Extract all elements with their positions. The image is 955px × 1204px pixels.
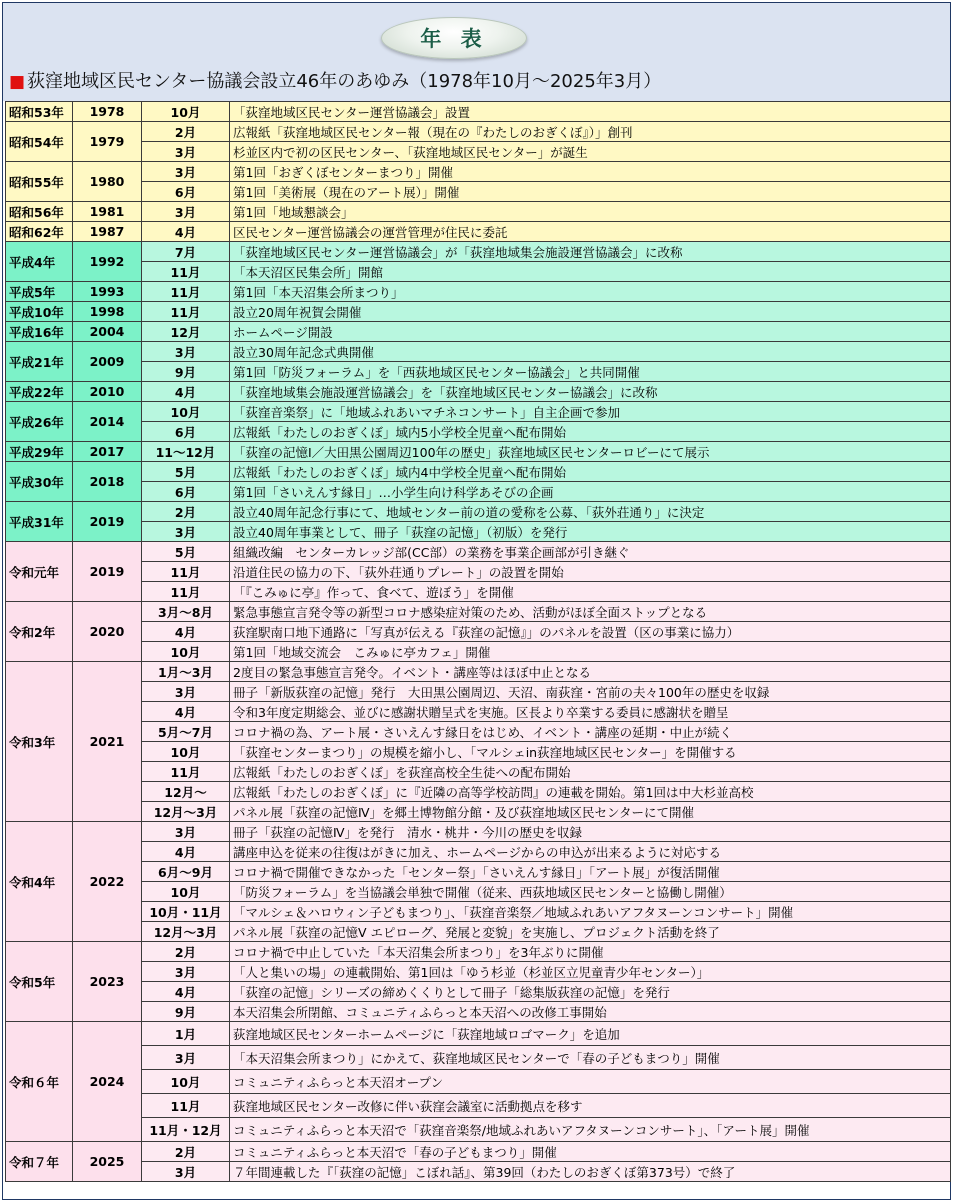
timeline-row xyxy=(6,682,951,702)
timeline-row xyxy=(6,882,951,902)
month-cell: 6月 xyxy=(142,482,230,502)
month-cell: 1月 xyxy=(142,1022,230,1046)
month-cell: 3月～8月 xyxy=(142,602,230,622)
year-cell: 2019 xyxy=(73,542,142,602)
timeline-row xyxy=(6,902,951,922)
timeline-row xyxy=(6,1162,951,1182)
timeline-row xyxy=(6,522,951,542)
month-cell: 3月 xyxy=(142,822,230,842)
event-cell: 「荻窪音楽祭」に「地域ふれあいマチネコンサート」自主企画で参加 xyxy=(230,402,951,422)
timeline-row xyxy=(6,842,951,862)
era-cell: 平成22年 xyxy=(6,382,73,402)
month-cell: 3月 xyxy=(142,682,230,702)
timeline-row xyxy=(6,802,951,822)
event-cell: 設立30周年記念式典開催 xyxy=(230,342,951,362)
month-cell: 3月 xyxy=(142,342,230,362)
event-cell: パネル展「荻窪の記憶Ⅴ エピローグ、発展と変貌」を実施し、プロジェクト活動を終了 xyxy=(230,922,951,942)
month-cell: 4月 xyxy=(142,382,230,402)
timeline-row xyxy=(6,942,951,962)
event-cell: 「防災フォーラム」を当協議会単独で開催（従来、西荻地域区民センターと協働し開催） xyxy=(230,882,951,902)
era-cell: 昭和53年 xyxy=(6,102,73,122)
timeline-row xyxy=(6,742,951,762)
month-cell: 10月 xyxy=(142,742,230,762)
month-cell: 11月 xyxy=(142,762,230,782)
event-cell: 第1回「本天沼集会所まつり」 xyxy=(230,282,951,302)
month-cell: 11月・12月 xyxy=(142,1118,230,1142)
month-cell: 11月 xyxy=(142,262,230,282)
timeline-row xyxy=(6,442,951,462)
era-cell: 平成5年 xyxy=(6,282,73,302)
event-cell: 第1回「防災フォーラム」を「西荻地域区民センター協議会」と共同開催 xyxy=(230,362,951,382)
era-cell: 平成30年 xyxy=(6,462,73,502)
era-cell: 昭和56年 xyxy=(6,202,73,222)
event-cell: 冊子「荻窪の記憶Ⅳ」を発行 清水・桃井・今川の歴史を収録 xyxy=(230,822,951,842)
timeline-row xyxy=(6,582,951,602)
year-cell: 1998 xyxy=(73,302,142,322)
year-cell: 2014 xyxy=(73,402,142,442)
timeline-row xyxy=(6,762,951,782)
event-cell: 第1回「地域交流会 こみゅに亭カフェ」開催 xyxy=(230,642,951,662)
event-cell: 杉並区内で初の区民センター、「荻窪地域区民センター」が誕生 xyxy=(230,142,951,162)
timeline-row xyxy=(6,702,951,722)
event-cell: 第1回「地域懇談会」 xyxy=(230,202,951,222)
year-cell: 1979 xyxy=(73,122,142,162)
era-cell: 平成16年 xyxy=(6,322,73,342)
month-cell: 3月 xyxy=(142,142,230,162)
month-cell: 10月・11月 xyxy=(142,902,230,922)
timeline-row xyxy=(6,462,951,482)
month-cell: 11月 xyxy=(142,562,230,582)
era-cell: 令和６年 xyxy=(6,1022,73,1142)
month-cell: 10月 xyxy=(142,1070,230,1094)
era-cell: 令和5年 xyxy=(6,942,73,1022)
timeline-row xyxy=(6,782,951,802)
era-cell: 昭和54年 xyxy=(6,122,73,162)
event-cell: 第1回「美術展（現在のアート展）」開催 xyxy=(230,182,951,202)
month-cell: 11月 xyxy=(142,582,230,602)
month-cell: 2月 xyxy=(142,1142,230,1162)
month-cell: 10月 xyxy=(142,642,230,662)
month-cell: 9月 xyxy=(142,1002,230,1022)
event-cell: 「荻窪の記憶Ⅰ／大田黒公園周辺100年の歴史」荻窪地域区民センターロビーにて展示 xyxy=(230,442,951,462)
timeline-row xyxy=(6,1002,951,1022)
timeline-row xyxy=(6,662,951,682)
year-cell: 2018 xyxy=(73,462,142,502)
timeline-row xyxy=(6,422,951,442)
month-cell: 7月 xyxy=(142,242,230,262)
event-cell: コロナ禍で中止していた「本天沼集会所まつり」を3年ぶりに開催 xyxy=(230,942,951,962)
month-cell: 6月 xyxy=(142,422,230,442)
month-cell: 5月～7月 xyxy=(142,722,230,742)
timeline-row xyxy=(6,122,951,142)
event-cell: 2度目の緊急事態宣言発令。イベント・講座等はほぼ中止となる xyxy=(230,662,951,682)
month-cell: 12月 xyxy=(142,322,230,342)
timeline-row xyxy=(6,962,951,982)
timeline-row xyxy=(6,562,951,582)
timeline-row xyxy=(6,222,951,242)
year-cell: 2023 xyxy=(73,942,142,1022)
year-cell: 2010 xyxy=(73,382,142,402)
year-cell: 2017 xyxy=(73,442,142,462)
era-cell: 平成21年 xyxy=(6,342,73,382)
year-cell: 2019 xyxy=(73,502,142,542)
month-cell: 5月 xyxy=(142,542,230,562)
month-cell: 10月 xyxy=(142,882,230,902)
timeline-row xyxy=(6,1142,951,1162)
month-cell: 4月 xyxy=(142,842,230,862)
event-cell: コミュニティふらっと本天沼で「荻窪音楽祭/地域ふれあいアフタヌーンコンサート」、「アート展」開催 xyxy=(230,1118,951,1142)
month-cell: 4月 xyxy=(142,982,230,1002)
timeline-row xyxy=(6,382,951,402)
red-square-icon: ■ xyxy=(9,72,26,92)
timeline-row xyxy=(6,862,951,882)
event-cell: 荻窪地域区民センターホームページに「荻窪地域ロゴマーク」を追加 xyxy=(230,1022,951,1046)
event-cell: 「本天沼区民集会所」開館 xyxy=(230,262,951,282)
month-cell: 3月 xyxy=(142,162,230,182)
page-title: 年 表 xyxy=(381,17,527,59)
era-cell: 平成29年 xyxy=(6,442,73,462)
month-cell: 3月 xyxy=(142,202,230,222)
timeline-row xyxy=(6,402,951,422)
era-cell: 令和3年 xyxy=(6,662,73,822)
timeline-row xyxy=(6,182,951,202)
timeline-row xyxy=(6,362,951,382)
month-cell: 12月～ xyxy=(142,782,230,802)
timeline-row xyxy=(6,262,951,282)
era-cell: 平成26年 xyxy=(6,402,73,442)
timeline-table xyxy=(5,101,951,1182)
month-cell: 10月 xyxy=(142,102,230,122)
timeline-row xyxy=(6,1118,951,1142)
month-cell: 11月 xyxy=(142,1094,230,1118)
era-cell: 平成31年 xyxy=(6,502,73,542)
month-cell: 2月 xyxy=(142,942,230,962)
year-cell: 2024 xyxy=(73,1022,142,1142)
era-cell: 昭和55年 xyxy=(6,162,73,202)
year-cell: 2009 xyxy=(73,342,142,382)
timeline-row xyxy=(6,602,951,622)
month-cell: 3月 xyxy=(142,522,230,542)
era-cell: 昭和62年 xyxy=(6,222,73,242)
month-cell: 4月 xyxy=(142,622,230,642)
event-cell: 「荻窪地域集会施設運営協議会」を「荻窪地域区民センター協議会」に改称 xyxy=(230,382,951,402)
event-cell: ホームページ開設 xyxy=(230,322,951,342)
month-cell: 11月 xyxy=(142,282,230,302)
month-cell: 10月 xyxy=(142,402,230,422)
event-cell: 「荻窪地域区民センター運営協議会」設置 xyxy=(230,102,951,122)
timeline-row xyxy=(6,202,951,222)
month-cell: 3月 xyxy=(142,962,230,982)
month-cell: 2月 xyxy=(142,502,230,522)
event-cell: 本天沼集会所閉館、コミュニティふらっと本天沼への改修工事開始 xyxy=(230,1002,951,1022)
event-cell: 設立40周年事業として、冊子「荻窪の記憶」（初版）を発行 xyxy=(230,522,951,542)
event-cell: ７年間連載した『「荻窪の記憶」こぼれ話』、第39回（わたしのおぎくぼ第373号）で終了 xyxy=(230,1162,951,1182)
year-cell: 1987 xyxy=(73,222,142,242)
event-cell: 「荻窪センターまつり」の規模を縮小し、「マルシェin荻窪地域区民センター」を開催する xyxy=(230,742,951,762)
era-cell: 令和4年 xyxy=(6,822,73,942)
event-cell: 「荻窪の記憶」シリーズの締めくくりとして冊子「総集版荻窪の記憶」を発行 xyxy=(230,982,951,1002)
month-cell: 4月 xyxy=(142,702,230,722)
timeline-row xyxy=(6,822,951,842)
event-cell: 広報紙「わたしのおぎくぼ」域内4中学校全児童へ配布開始 xyxy=(230,462,951,482)
event-cell: 令和3年度定期総会、並びに感謝状贈呈式を実施。区長より卒業する委員に感謝状を贈呈 xyxy=(230,702,951,722)
timeline-row xyxy=(6,322,951,342)
timeline-row xyxy=(6,342,951,362)
event-cell: 緊急事態宣言発令等の新型コロナ感染症対策のため、活動がほぼ全面ストップとなる xyxy=(230,602,951,622)
event-cell: コミュニティふらっと本天沼オープン xyxy=(230,1070,951,1094)
page-subtitle xyxy=(9,69,661,95)
timeline-row xyxy=(6,982,951,1002)
timeline-document xyxy=(2,2,951,1200)
month-cell: 3月 xyxy=(142,1046,230,1070)
month-cell: 1月～3月 xyxy=(142,662,230,682)
event-cell: パネル展「荻窪の記憶Ⅳ」を郷土博物館分館・及び荻窪地域区民センターにて開催 xyxy=(230,802,951,822)
event-cell: 組織改編 センターカレッジ部(CC部）の業務を事業企画部が引き継ぐ xyxy=(230,542,951,562)
event-cell: コロナ禍の為、アート展・さいえんす縁日をはじめ、イベント・講座の延期・中止が続く xyxy=(230,722,951,742)
timeline-row xyxy=(6,622,951,642)
year-cell: 1978 xyxy=(73,102,142,122)
event-cell: 区民センター運営協議会の運営管理が住民に委託 xyxy=(230,222,951,242)
year-cell: 2025 xyxy=(73,1142,142,1182)
timeline-row xyxy=(6,162,951,182)
event-cell: 講座申込を従来の往復はがきに加え、ホームページからの申込が出来るように対応する xyxy=(230,842,951,862)
year-cell: 1980 xyxy=(73,162,142,202)
subtitle-text: 荻窪地域区民センター協議会設立46年のあゆみ（1978年10月～2025年3月） xyxy=(27,71,662,92)
era-cell: 平成10年 xyxy=(6,302,73,322)
month-cell: 12月～3月 xyxy=(142,922,230,942)
year-cell: 1992 xyxy=(73,242,142,282)
event-cell: 第1回「おぎくぼセンターまつり」開催 xyxy=(230,162,951,182)
event-cell: 「『こみゅに亭』作って、食べて、遊ぼう」を開催 xyxy=(230,582,951,602)
timeline-row xyxy=(6,1046,951,1070)
year-cell: 1993 xyxy=(73,282,142,302)
timeline-row xyxy=(6,1022,951,1046)
month-cell: 2月 xyxy=(142,122,230,142)
event-cell: コロナ禍で開催できなかった「センター祭」「さいえんす縁日」「アート展」が復活開催 xyxy=(230,862,951,882)
event-cell: 荻窪駅南口地下通路に「写真が伝える『荻窪の記憶』」のパネルを設置（区の事業に協力） xyxy=(230,622,951,642)
timeline-row xyxy=(6,502,951,522)
event-cell: 「荻窪地域区民センター運営協議会」が「荻窪地域集会施設運営協議会」に改称 xyxy=(230,242,951,262)
month-cell: 11月 xyxy=(142,302,230,322)
year-cell: 2022 xyxy=(73,822,142,942)
era-cell: 令和元年 xyxy=(6,542,73,602)
event-cell: 沿道住民の協力の下、「荻外荘通りプレート」の設置を開始 xyxy=(230,562,951,582)
month-cell: 3月 xyxy=(142,1162,230,1182)
header-band xyxy=(3,3,950,101)
timeline-row xyxy=(6,102,951,122)
timeline-row xyxy=(6,282,951,302)
timeline-row xyxy=(6,722,951,742)
era-cell: 平成4年 xyxy=(6,242,73,282)
event-cell: 広報紙「わたしのおぎくぼ」域内5小学校全児童へ配布開始 xyxy=(230,422,951,442)
timeline-row xyxy=(6,242,951,262)
event-cell: 広報紙「わたしのおぎくぼ」を荻窪高校全生徒への配布開始 xyxy=(230,762,951,782)
era-cell: 令和７年 xyxy=(6,1142,73,1182)
era-cell: 令和2年 xyxy=(6,602,73,662)
event-cell: 荻窪地域区民センター改修に伴い荻窪会議室に活動拠点を移す xyxy=(230,1094,951,1118)
month-cell: 9月 xyxy=(142,362,230,382)
event-cell: 冊子「新版荻窪の記憶」発行 大田黒公園周辺、天沼、南荻窪・宮前の夫々100年の歴史を収録 xyxy=(230,682,951,702)
event-cell: 「本天沼集会所まつり」にかえて、荻窪地域区民センターで「春の子どもまつり」開催 xyxy=(230,1046,951,1070)
timeline-row xyxy=(6,542,951,562)
timeline-row xyxy=(6,922,951,942)
year-cell: 2004 xyxy=(73,322,142,342)
event-cell: 広報紙「荻窪地域区民センター報（現在の『わたしのおぎくぼ』）」創刊 xyxy=(230,122,951,142)
event-cell: 「人と集いの場」の連載開始、第1回は「ゆう杉並（杉並区立児童青少年センター）」 xyxy=(230,962,951,982)
event-cell: 設立20周年祝賀会開催 xyxy=(230,302,951,322)
event-cell: 設立40周年記念行事にて、地域センター前の道の愛称を公募、「荻外荘通り」に決定 xyxy=(230,502,951,522)
month-cell: 6月 xyxy=(142,182,230,202)
month-cell: 12月～3月 xyxy=(142,802,230,822)
event-cell: 第1回「さいえんす縁日」…小学生向け科学あそびの企画 xyxy=(230,482,951,502)
year-cell: 1981 xyxy=(73,202,142,222)
month-cell: 5月 xyxy=(142,462,230,482)
timeline-row xyxy=(6,1070,951,1094)
event-cell: コミュニティふらっと本天沼で「春の子どもまつり」開催 xyxy=(230,1142,951,1162)
timeline-row xyxy=(6,1094,951,1118)
year-cell: 2020 xyxy=(73,602,142,662)
timeline-row xyxy=(6,642,951,662)
timeline-row xyxy=(6,482,951,502)
month-cell: 6月～9月 xyxy=(142,862,230,882)
event-cell: 広報紙「わたしのおぎくぼ」に『近隣の高等学校訪問』の連載を開始。第1回は中大杉並高校 xyxy=(230,782,951,802)
timeline-row xyxy=(6,302,951,322)
event-cell: 「マルシェ＆ハロウィン子どもまつり」、「荻窪音楽祭／地域ふれあいアフタヌーンコンサート」開催 xyxy=(230,902,951,922)
month-cell: 4月 xyxy=(142,222,230,242)
year-cell: 2021 xyxy=(73,662,142,822)
timeline-row xyxy=(6,142,951,162)
month-cell: 11～12月 xyxy=(142,442,230,462)
